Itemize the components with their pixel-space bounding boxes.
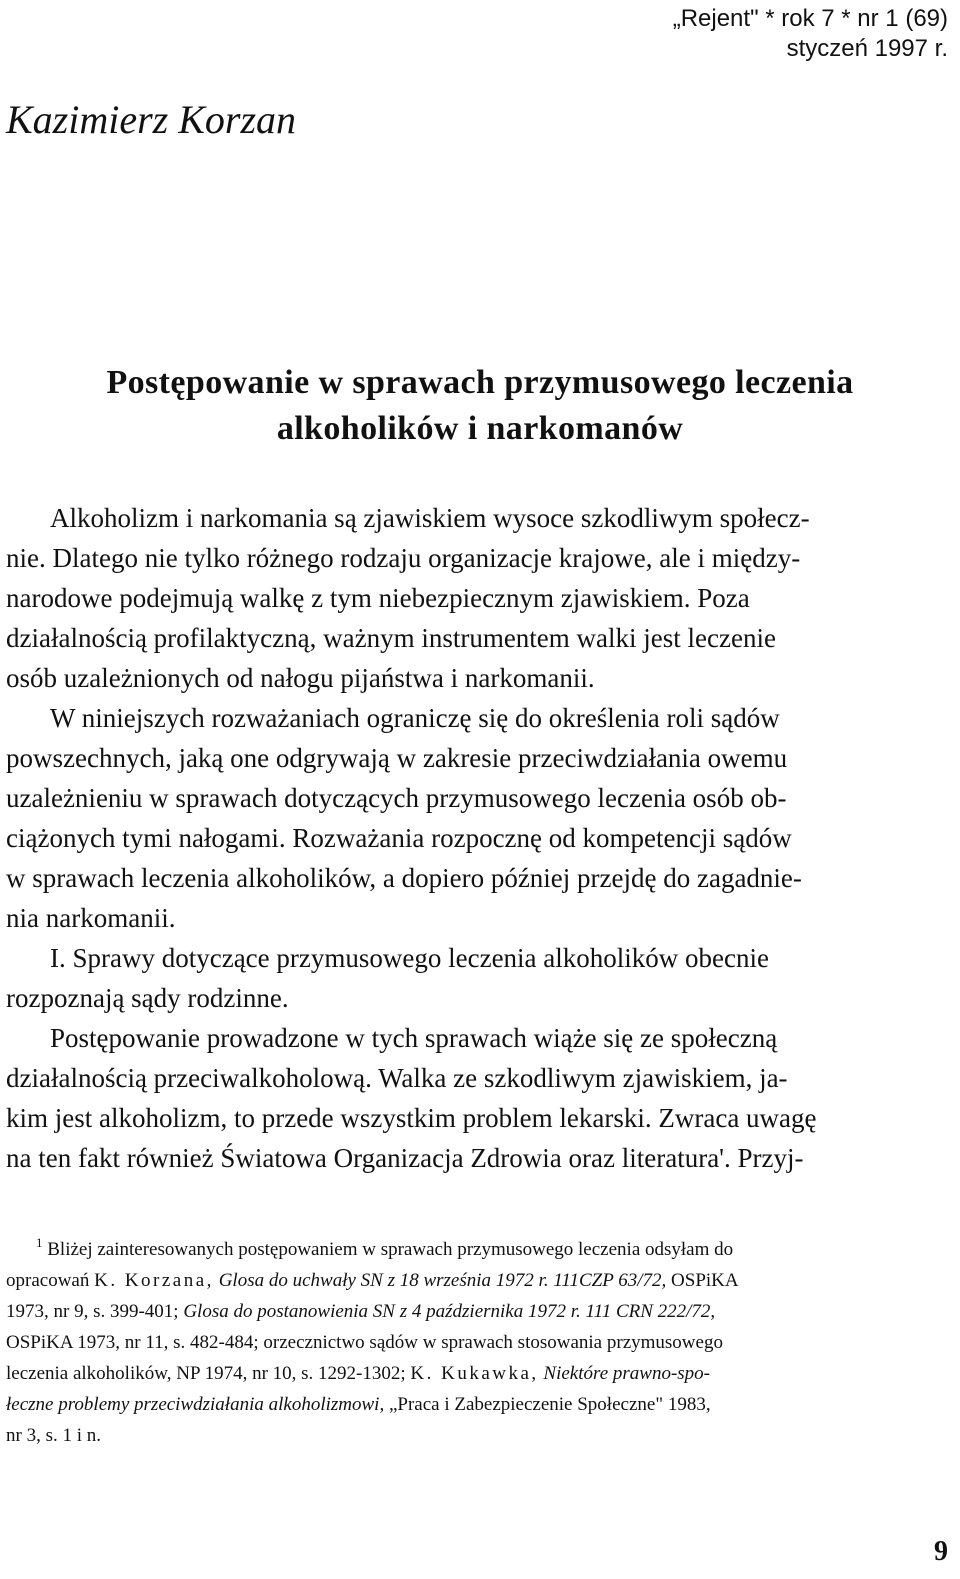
body-line: uzależnieniu w sprawach dotyczących przymusowego leczenia osób ob- [6,783,787,813]
cited-author: K. Korzana, [94,1270,214,1291]
body-line: działalnością profilaktyczną, ważnym instrumentem walki jest leczenie [6,623,776,653]
body-line: narodowe podejmują walkę z tym niebezpiecznym zjawiskiem. Poza [6,583,750,613]
footnote-line: łeczne problemy przeciwdziałania alkoholizmowi, „Praca i Zabezpieczenie Społeczne" 1983, [6,1394,711,1415]
body-line: ciążonych tymi nałogami. Rozważania rozpocznę od kompetencji sądów [6,823,792,853]
footnote-line: opracowań K. Korzana, Glosa do uchwały SN z 18 września 1972 r. 111CZP 63/72, OSPiKA [6,1270,739,1291]
body-line: powszechnych, jaką one odgrywają w zakresie przeciwdziałania owemu [6,743,788,773]
body-line: w sprawach leczenia alkoholików, a dopiero później przejdę do zagadnie- [6,863,802,893]
footnote-line: OSPiKA 1973, nr 11, s. 482-484; orzecznictwo sądów w sprawach stosowania przymusowego [6,1332,723,1353]
article-title-line-1: Postępowanie w sprawach przymusowego leczenia [106,364,854,401]
cited-title: łeczne problemy przeciwdziałania alkoholizmowi, [6,1394,385,1415]
body-line: Postępowanie prowadzone w tych sprawach wiąże się ze społeczną [50,1023,778,1053]
body-line: W niniejszych rozważaniach ograniczę się do określenia roli sądów [50,703,780,733]
body-line: osób uzależnionych od nałogu pijaństwa i narkomanii. [6,663,595,693]
body-line: działalnością przeciwalkoholową. Walka ze szkodliwym zjawiskiem, ja- [6,1063,788,1093]
body-line: nie. Dlatego nie tylko różnego rodzaju organizacje krajowe, ale i między- [6,543,801,573]
footnote-marker: 1 [36,1235,43,1250]
page-number: 9 [934,1536,948,1567]
body-line: kim jest alkoholizm, to przede wszystkim problem lekarski. Zwraca uwagę [6,1103,817,1133]
body-line: na ten fakt również Światowa Organizacja Zdrowia oraz literatura'. Przyj- [6,1143,804,1173]
footnote-line: nr 3, s. 1 i n. [6,1425,101,1446]
footnote-line: 1973, nr 9, s. 399-401; Glosa do postanowienia SN z 4 października 1972 r. 111 CRN 222/72, [6,1301,716,1322]
footnote-line: leczenia alkoholików, NP 1974, nr 10, s. 1292-1302; K. Kukawka, Niektóre prawno-spo- [6,1363,711,1384]
author-name: Kazimierz Korzan [6,97,297,142]
cited-author: K. Kukawka, [410,1363,539,1384]
footnote-line: $^1$ Bliżej zainteresowanych postępowaniem w sprawach przymusowego leczenia odsyłam do [36,1235,734,1260]
journal-header: „Rejent" * rok 7 * nr 1 (69) [672,5,948,32]
cited-title: Glosa do uchwały SN z 18 września 1972 r. 111CZP 63/72, [218,1270,667,1291]
body-line: I. Sprawy dotyczące przymusowego leczenia alkoholików obecnie [50,943,769,973]
cited-title: Niektóre prawno-spo- [543,1363,711,1384]
cited-title: Glosa do postanowienia SN z 4 października 1972 r. 111 CRN 222/72, [183,1301,716,1322]
body-line: rozpoznają sądy rodzinne. [6,983,289,1013]
body-line: nia narkomanii. [6,903,176,933]
issue-date: styczeń 1997 r. [786,35,948,62]
body-line: Alkoholizm i narkomania są zjawiskiem wysoce szkodliwym społecz- [50,503,810,533]
article-title-line-2: alkoholików i narkomanów [276,410,684,447]
